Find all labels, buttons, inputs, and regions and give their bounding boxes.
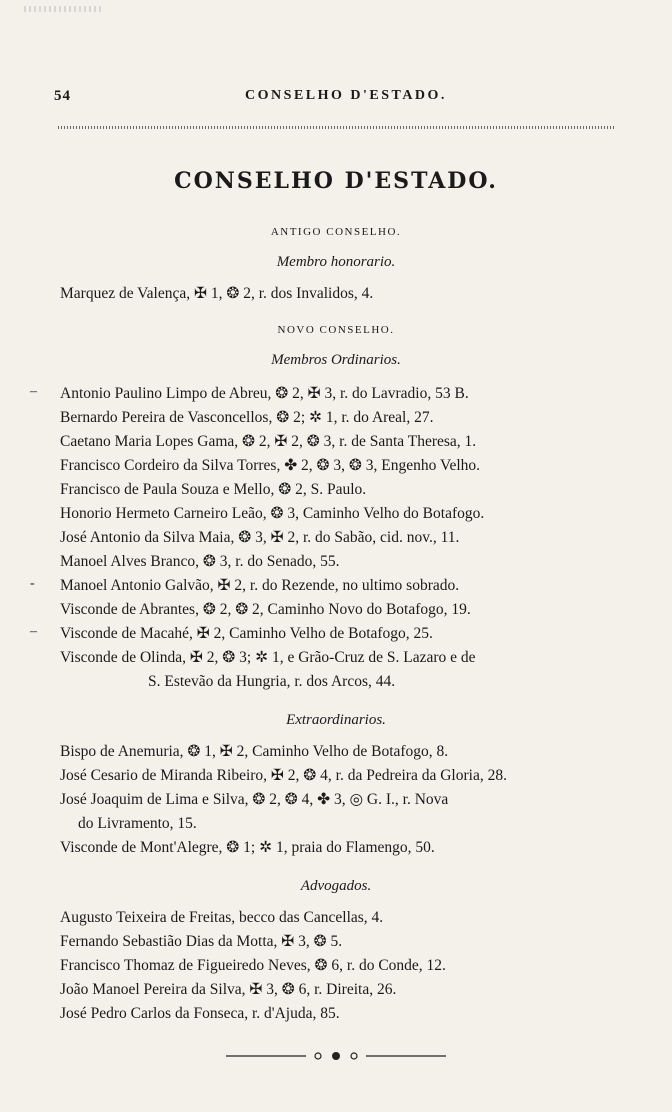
list-item: José Pedro Carlos da Fonseca, r. d'Ajuda, 85. (60, 1005, 340, 1022)
list-item: José Joaquim de Lima e Silva, ❂ 2, ❂ 4, ✤ 3, ◎ G. I., r. Nova (60, 791, 449, 808)
header-rule (58, 126, 614, 129)
tailpiece-ornament-icon (226, 1050, 446, 1062)
list-item: Honorio Hermeto Carneiro Leão, ❂ 3, Caminho Velho do Botafogo. (60, 505, 485, 522)
section-heading-antigo: ANTIGO CONSELHO. (270, 226, 402, 238)
running-head (0, 88, 672, 112)
list-item: Caetano Maria Lopes Gama, ❂ 2, ✠ 2, ❂ 3, r. de Santa Theresa, 1. (60, 433, 477, 450)
list-item: Bernardo Pereira de Vasconcellos, ❂ 2; ✲ 1, r. do Areal, 27. (60, 409, 434, 426)
list-item: João Manoel Pereira da Silva, ✠ 3, ❂ 6, r. Direita, 26. (60, 981, 397, 998)
list-item: Manoel Antonio Galvão, ✠ 2, r. do Rezende, no ultimo sobrado. (60, 577, 460, 594)
page-number: 54 (54, 88, 71, 104)
scan-noise (24, 6, 104, 12)
list-item-continuation: S. Estevão da Hungria, r. dos Arcos, 44. (148, 673, 396, 690)
list-item: José Antonio da Silva Maia, ❂ 3, ✠ 2, r. do Sabão, cid. nov., 11. (60, 529, 460, 546)
list-item: Augusto Teixeira de Freitas, becco das Cancellas, 4. (60, 909, 384, 926)
list-item: Visconde de Abrantes, ❂ 2, ❂ 2, Caminho Novo do Botafogo, 19. (60, 601, 471, 618)
section-heading-novo: NOVO CONSELHO. (277, 324, 395, 336)
list-item: Visconde de Olinda, ✠ 2, ❂ 3; ✲ 1, e Grão-Cruz de S. Lazaro e de (60, 649, 476, 666)
list-item: José Cesario de Miranda Ribeiro, ✠ 2, ❂ 4, r. da Pedreira da Gloria, 28. (60, 767, 507, 784)
margin-mark: – (30, 384, 37, 399)
list-item: Fernando Sebastião Dias da Motta, ✠ 3, ❂ 5. (60, 933, 343, 950)
list-item-continuation: do Livramento, 15. (78, 815, 197, 832)
list-item: Bispo de Anemuria, ❂ 1, ✠ 2, Caminho Velho de Botafogo, 8. (60, 743, 449, 760)
subheading-membro-honorario: Membro honorario. (276, 254, 396, 270)
list-item: Visconde de Mont'Alegre, ❂ 1; ✲ 1, praia do Flamengo, 50. (60, 839, 435, 856)
running-title: CONSELHO D'ESTADO. (245, 88, 447, 103)
subheading-extraordinarios: Extraordinarios. (286, 712, 386, 728)
list-item: Francisco Cordeiro da Silva Torres, ✤ 2, ❂ 3, ❂ 3, Engenho Velho. (60, 457, 481, 474)
list-item: Marquez de Valença, ✠ 1, ❂ 2, r. dos Invalidos, 4. (60, 285, 374, 302)
list-item: Francisco Thomaz de Figueiredo Neves, ❂ 6, r. do Conde, 12. (60, 957, 446, 974)
list-item: Visconde de Macahé, ✠ 2, Caminho Velho de Botafogo, 25. (60, 625, 433, 642)
subheading-membros-ordinarios: Membros Ordinarios. (271, 352, 401, 368)
subheading-advogados: Advogados. (300, 878, 372, 894)
margin-mark: - (30, 576, 35, 591)
page-title: CONSELHO D'ESTADO. (174, 168, 498, 194)
margin-mark: – (30, 624, 37, 639)
list-item: Antonio Paulino Limpo de Abreu, ❂ 2, ✠ 3, r. do Lavradio, 53 B. (60, 385, 469, 402)
list-item: Francisco de Paula Souza e Mello, ❂ 2, S. Paulo. (60, 481, 367, 498)
list-item: Manoel Alves Branco, ❂ 3, r. do Senado, 55. (60, 553, 340, 570)
